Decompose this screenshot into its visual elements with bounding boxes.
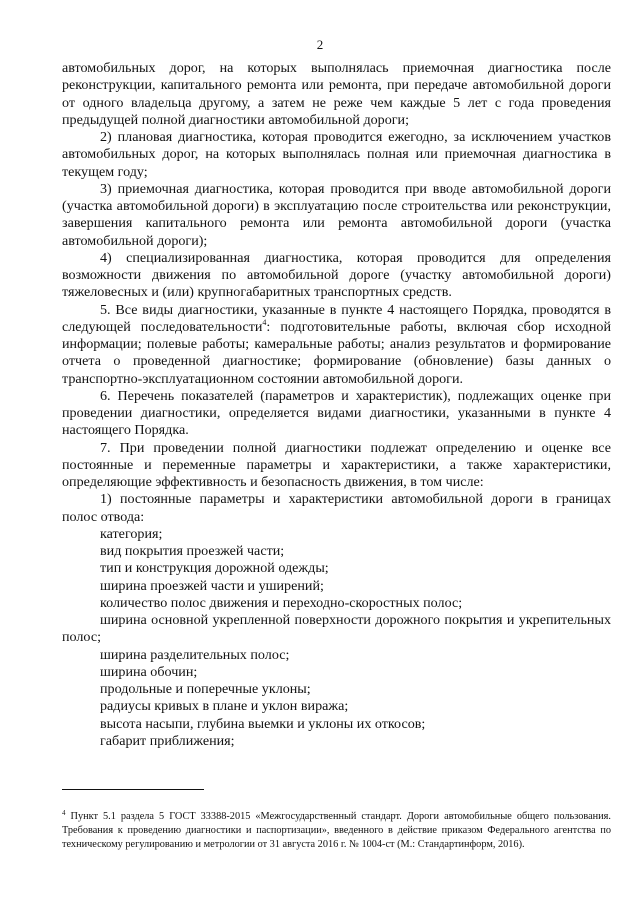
paragraph-item-5 (62, 302, 611, 388)
list-item: габарит приближения; (100, 732, 235, 749)
list-item: количество полос движения и переходно-скоростных полос; (100, 594, 463, 611)
paragraph-continuation: автомобильных дорог, на которых выполнялась приемочная диагностика после реконструкции, капитального ремонта или ремонта, при передаче автомобильной дороги от одного владельца другому, а затем не реже чем каждые 5 лет с года проведения предыдущей полной диагностики автомобильной дороги; (62, 60, 611, 128)
list-item: ширина разделительных полос; (100, 646, 290, 663)
paragraph-acceptance-diagnostics: 3) приемочная диагностика, которая проводится при вводе автомобильной дороги (участка автомобильной дороги) в эксплуатацию после строительства или реконструкции, завершения капитального ремонта или ремонта автомобильной дороги (участка автомобильной дороги); (62, 180, 611, 249)
footnote (62, 810, 611, 852)
paragraph-permanent-parameters: 1) постоянные параметры и характеристики автомобильной дороги в границах полос отвода: (62, 491, 611, 525)
footnote-reference: 4 (262, 317, 267, 327)
footnote-divider (62, 789, 204, 790)
paragraph-item-7: 7. При проведении полной диагностики подлежат определению и оценке все постоянные и переменные параметры и характеристики, а также характеристики, определяющие эффективность и безопасность движения, в том числе: (62, 439, 611, 490)
list-item: ширина обочин; (100, 663, 198, 680)
paragraph-specialized-diagnostics: 4) специализированная диагностика, которая проводится для определения возможности движения по автомобильной дороге (участку автомобильной дороги) тяжеловесных и (или) крупногабаритных транспортных средств. (62, 249, 611, 301)
footnote-marker: 4 (62, 809, 66, 817)
paragraph-item-5-text-before: 5. Все виды диагностики, указанные в пункте 4 настоящего Порядка, проводятся в следующей последовательности (62, 301, 611, 335)
paragraph-item-6: 6. Перечень показателей (параметров и характеристик), подлежащих оценке при проведении диагностики, определяется видами диагностики, указанными в пункте 4 настоящего Порядка. (62, 387, 611, 439)
list-item: ширина проезжей части и уширений; (100, 577, 324, 594)
list-item: категория; (100, 525, 163, 542)
list-item: тип и конструкция дорожной одежды; (100, 560, 329, 577)
page-number: 2 (316, 37, 324, 52)
list-item: ширина основной укрепленной поверхности дорожного покрытия и укрепительных полос; (62, 612, 611, 646)
paragraph-item-5-text-after: : подготовительные работы, включая сбор исходной информации; полевые работы; камеральные работы; анализ результатов и формирование отчета о проведенной диагностике; формирование (обновление) базы данных о транспортно-эксплуатационном состоянии автомобильной дороги. (62, 318, 611, 387)
list-item: продольные и поперечные уклоны; (100, 681, 311, 697)
parameter-list (62, 526, 611, 750)
list-item: высота насыпи, глубина выемки и уклоны их откосов; (100, 715, 426, 732)
document-body (62, 60, 611, 750)
list-item: вид покрытия проезжей части; (100, 543, 285, 559)
footnote-text: Пункт 5.1 раздела 5 ГОСТ 33388-2015 «Межгосударственный стандарт. Дороги автомобильные общего пользования. Требования к проведению диагностики и паспортизации», введенного в действие приказом Федерального агентства по техническому регулированию и метрологии от 31 августа 2016 г. № 1004-ст (М.: Стандартинформ, 2016). (62, 811, 611, 850)
list-item: радиусы кривых в плане и уклон виража; (100, 698, 349, 715)
paragraph-planned-diagnostics: 2) плановая диагностика, которая проводится ежегодно, за исключением участков автомобильных дорог, на которых выполнялась полная или приемочная диагностика в текущем году; (62, 129, 611, 180)
